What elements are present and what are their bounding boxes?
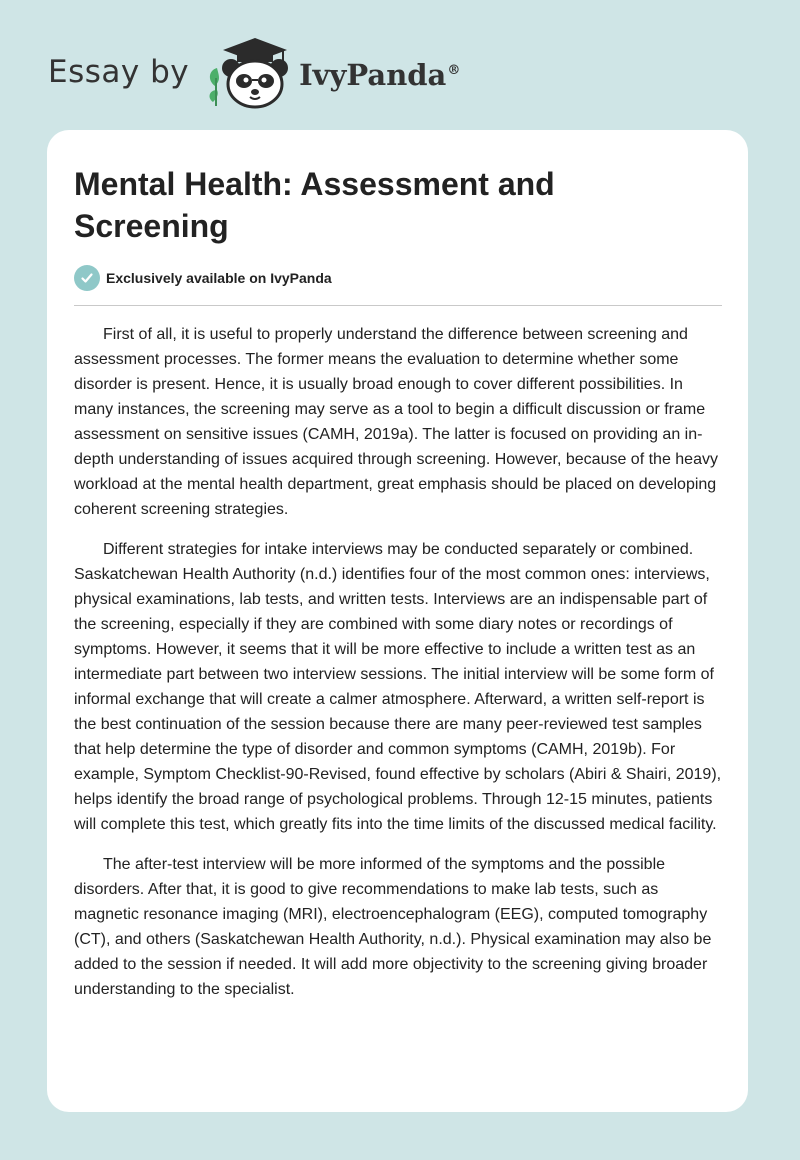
brand-prefix: Essay by <box>48 54 190 90</box>
panda-logo-icon <box>203 34 295 110</box>
exclusive-badge <box>74 265 722 306</box>
brand-name: IvyPanda® <box>299 58 461 92</box>
essay-body <box>74 322 722 1002</box>
exclusive-text: Exclusively available on IvyPanda <box>106 270 332 286</box>
paragraph: First of all, it is useful to properly understand the difference between screening and assessment processes. The former means the evaluation to determine whether some disorder is present. Hence, it is usually broad enough to cover different possibilities. In many instances, the screening may serve as a tool to begin a difficult discussion or frame assessment on sensitive issues (CAMH, 2019a). The latter is focused on providing an in-depth understanding of issues acquired through screening. However, because of the heavy workload at the mental health department, great emphasis should be placed on developing coherent screening strategies. <box>74 326 718 518</box>
site-brand[interactable] <box>48 34 460 110</box>
paragraph: The after-test interview will be more informed of the symptoms and the possible disorders. After that, it is good to give recommendations to make lab tests, such as magnetic resonance imaging (MRI), electroencephalogram (EEG), computed tomography (CT), and others (Saskatchewan Health Authority, n.d.). Physical examination may also be added to the session if needed. It will add more objectivity to the screening giving broader understanding to the specialist. <box>74 856 712 998</box>
essay-card <box>47 130 748 1112</box>
page-title: Mental Health: Assessment and Screening <box>74 166 555 244</box>
check-icon <box>74 265 100 291</box>
paragraph: Different strategies for intake interviews may be conducted separately or combined. Saskatchewan Health Authority (n.d.) identifies four of the most common ones: interviews, physical examinations, lab tests, and written tests. Interviews are an indispensable part of the screening, especially if they are combined with some diary notes or recordings of symptoms. However, it seems that it will be more effective to include a written test as an intermediate part between two interview sessions. The initial interview will be some form of informal exchange that will create a calmer atmosphere. Afterward, a written self-report is the best continuation of the session because there are many peer-reviewed test samples that help determine the type of disorder and common symptoms (CAMH, 2019b). For example, Symptom Checklist-90-Revised, found effective by scholars (Abiri & Shairi, 2019), helps identify the broad range of psychological problems. Through 12-15 minutes, patients will complete this test, which greatly fits into the time limits of the discussed medical facility. <box>74 541 722 833</box>
registered-mark: ® <box>447 63 461 79</box>
